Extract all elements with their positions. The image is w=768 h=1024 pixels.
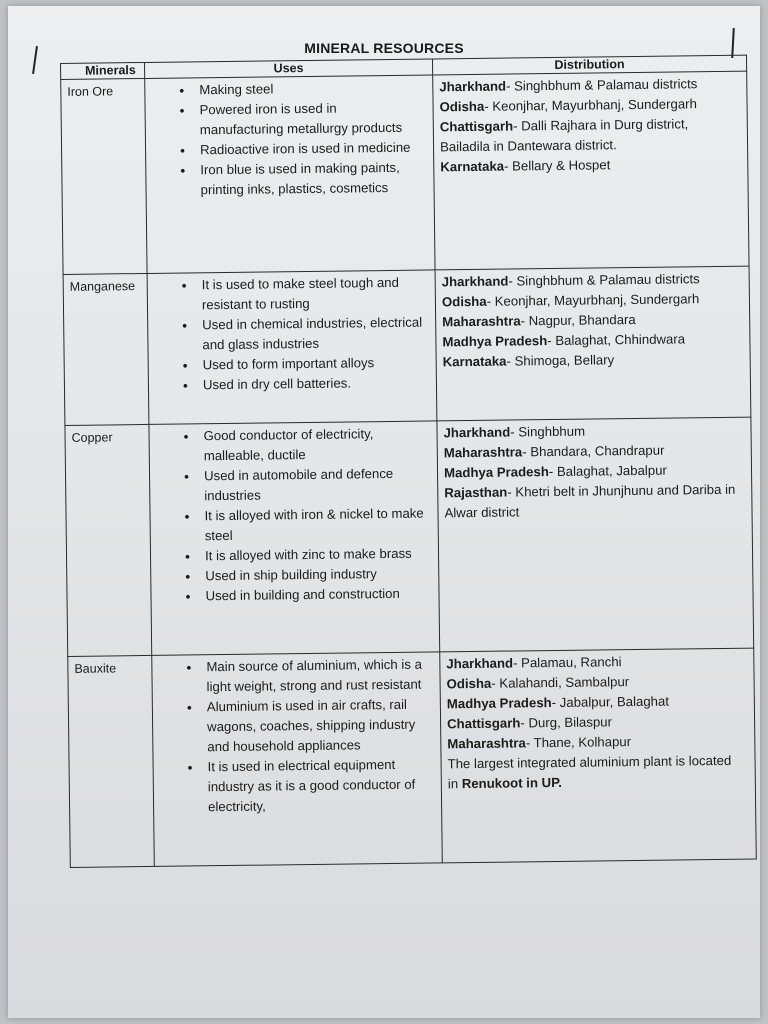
state-name: Chattisgarh [447, 715, 521, 732]
use-item: • Aluminium is used in air crafts, rail wagons, coaches, shipping industry and household appliances [187, 695, 431, 758]
state-places: - Singhbhum [510, 423, 586, 440]
state-name: Jharkhand [443, 424, 511, 441]
uses-list [182, 273, 426, 396]
distribution-line [440, 154, 737, 178]
note-bold: Renukoot in UP. [461, 774, 562, 792]
state-name: Madhya Pradesh [446, 695, 552, 712]
minerals-table [60, 55, 757, 868]
state-places: - Nagpur, Bhandara [520, 311, 636, 329]
uses-cell [147, 270, 437, 425]
state-places: - Khetri belt in Jhunjhunu and Dariba in Alwar district [444, 481, 736, 521]
state-places: - Keonjhar, Mayurbhanj, Sundergarh [484, 96, 697, 114]
header-uses: Uses [144, 59, 432, 79]
use-item: • It is alloyed with zinc to make brass [185, 544, 428, 567]
use-item: • Used in building and construction [185, 584, 428, 607]
state-name: Madhya Pradesh [442, 333, 548, 350]
state-name: Karnataka [442, 353, 507, 370]
state-places: - Durg, Bilaspur [520, 714, 613, 731]
distribution-note [447, 751, 744, 795]
state-places: - Singhbhum & Palamau districts [505, 76, 698, 94]
uses-cell [149, 421, 440, 656]
state-name: Rajasthan [444, 484, 508, 501]
use-item: • Used in automobile and defence industries [184, 464, 427, 507]
page-title: MINERAL RESOURCES [304, 40, 464, 56]
use-item: • Good conductor of electricity, malleable, ductile [183, 424, 426, 467]
state-name: Jharkhand [439, 78, 507, 95]
state-places: - Palamau, Ranchi [512, 654, 622, 671]
state-name: Odisha [441, 293, 487, 310]
table-row [63, 266, 751, 425]
state-name: Odisha [439, 98, 485, 115]
state-places: - Jabalpur, Balaghat [551, 693, 670, 711]
header-distribution: Distribution [432, 55, 746, 75]
state-name: Jharkhand [446, 655, 514, 672]
distribution-line [444, 480, 741, 524]
use-item: • Making steel [179, 78, 422, 101]
state-places: - Bellary & Hospet [503, 157, 611, 174]
distribution-cell [433, 71, 749, 270]
state-places: - Bhandara, Chandrapur [522, 442, 665, 460]
table-row [65, 417, 754, 656]
state-places: - Dalli Rajhara in Durg district, Bailadila in Dantewara district. [439, 116, 689, 155]
header-minerals: Minerals [61, 62, 145, 79]
use-item: • Main source of aluminium, which is a light weight, strong and rust resistant [186, 655, 429, 698]
state-name: Madhya Pradesh [443, 464, 549, 481]
state-name: Maharashtra [443, 444, 523, 461]
use-item: • Powered iron is used in manufacturing metallurgy products [179, 98, 422, 141]
note-text: The largest integrated aluminium plant is located in [447, 752, 732, 792]
state-name: Maharashtra [447, 735, 526, 752]
paper-sheet [8, 6, 760, 1018]
use-item: • Iron blue is used in making paints, printing inks, plastics, cosmetics [180, 158, 423, 201]
uses-list [186, 655, 431, 818]
state-places: - Balaghat, Jabalpur [548, 462, 667, 480]
use-item: • Used in chemical industries, electrical and glass industries [182, 313, 425, 356]
state-places: - Keonjhar, Mayurbhanj, Sundergarh [486, 291, 700, 309]
use-item: • It is alloyed with iron & nickel to make steel [184, 504, 427, 547]
state-name: Karnataka [440, 158, 505, 175]
state-places: - Shimoga, Bellary [506, 352, 615, 369]
state-name: Chattisgarh [439, 118, 514, 135]
distribution-cell [440, 648, 757, 863]
table-row [61, 71, 749, 274]
use-item: • Used to form important alloys [183, 353, 426, 376]
state-places: - Thane, Kolhapur [525, 734, 632, 751]
state-name: Jharkhand [441, 273, 509, 290]
uses-list [183, 424, 428, 607]
table-row [68, 648, 757, 867]
distribution-cell [435, 266, 751, 421]
mineral-name: Iron Ore [61, 78, 147, 274]
mineral-name: Bauxite [68, 655, 155, 867]
use-item: • It is used to make steel tough and resistant to rusting [182, 273, 425, 316]
use-item: • It is used in electrical equipment industry as it is a good conductor of electricity, [187, 755, 431, 818]
uses-cell [152, 652, 443, 867]
mineral-name: Manganese [63, 273, 149, 425]
mineral-name: Copper [65, 424, 152, 656]
state-places: - Singhbhum & Palamau districts [508, 271, 700, 289]
distribution-line [442, 289, 739, 313]
distribution-line [439, 94, 736, 118]
state-name: Maharashtra [442, 313, 521, 330]
uses-cell [145, 75, 435, 274]
use-item: • Used in ship building industry [185, 564, 428, 587]
state-name: Odisha [446, 675, 492, 692]
uses-list [179, 78, 423, 201]
state-places: - Kalahandi, Sambalpur [491, 674, 630, 691]
use-item: • Used in dry cell batteries. [183, 373, 426, 396]
state-places: - Balaghat, Chhindwara [547, 331, 686, 349]
distribution-cell [437, 417, 754, 652]
distribution-line [440, 114, 737, 158]
distribution-line [443, 349, 740, 373]
use-item: • Radioactive iron is used in medicine [180, 138, 423, 161]
